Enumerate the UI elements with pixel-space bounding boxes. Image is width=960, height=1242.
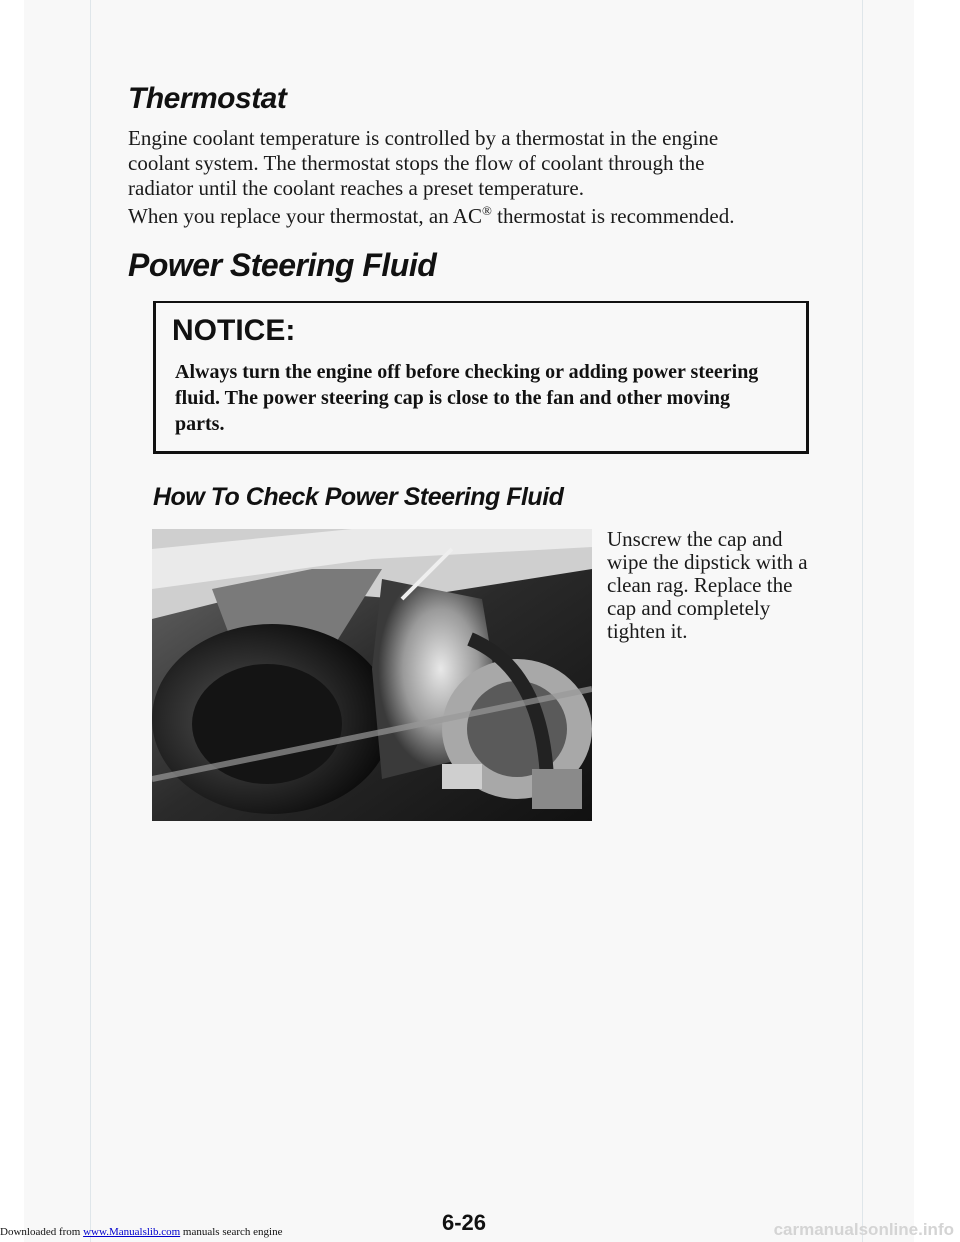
watermark: carmanualsonline.info xyxy=(773,1220,954,1239)
engine-bay-photo-illustration xyxy=(152,529,592,821)
page-number: 6-26 xyxy=(442,1210,487,1235)
power-steering-heading: Power Steering Fluid xyxy=(128,247,437,283)
notice-box xyxy=(153,301,809,454)
check-power-steering-subheading: How To Check Power Steering Fluid xyxy=(153,483,564,511)
thermostat-paragraph: Engine coolant temperature is controlled by a thermostat in the engine coolant system. The thermostat stops the flow of coolant through the radiator until the coolant reaches a preset temperature. xyxy=(128,126,719,200)
footer-suffix: manuals search engine xyxy=(180,1226,283,1238)
notice-title: NOTICE: xyxy=(172,314,296,347)
manualslib-link[interactable]: www.Manualslib.com xyxy=(83,1226,181,1238)
thermostat-heading: Thermostat xyxy=(128,82,287,115)
page-edge-line-right xyxy=(862,0,863,1242)
download-footer xyxy=(0,1226,282,1238)
recommendation-text-end: thermostat is recommended. xyxy=(491,204,735,228)
notice-text: Always turn the engine off before checking or adding power steering fluid. The power steering cap is close to the fan and other moving parts. xyxy=(175,361,759,435)
page-edge-line-left xyxy=(90,0,91,1242)
footer-prefix: Downloaded from xyxy=(0,1226,84,1238)
recommendation-text-start: When you replace your thermostat, an AC xyxy=(128,204,482,228)
registered-mark: ® xyxy=(481,203,492,218)
power-steering-reservoir-photo xyxy=(152,529,592,821)
thermostat-recommendation xyxy=(128,204,808,229)
step-instructions: Unscrew the cap and wipe the dipstick with a clean rag. Replace the cap and completely tighten it. xyxy=(607,527,808,643)
